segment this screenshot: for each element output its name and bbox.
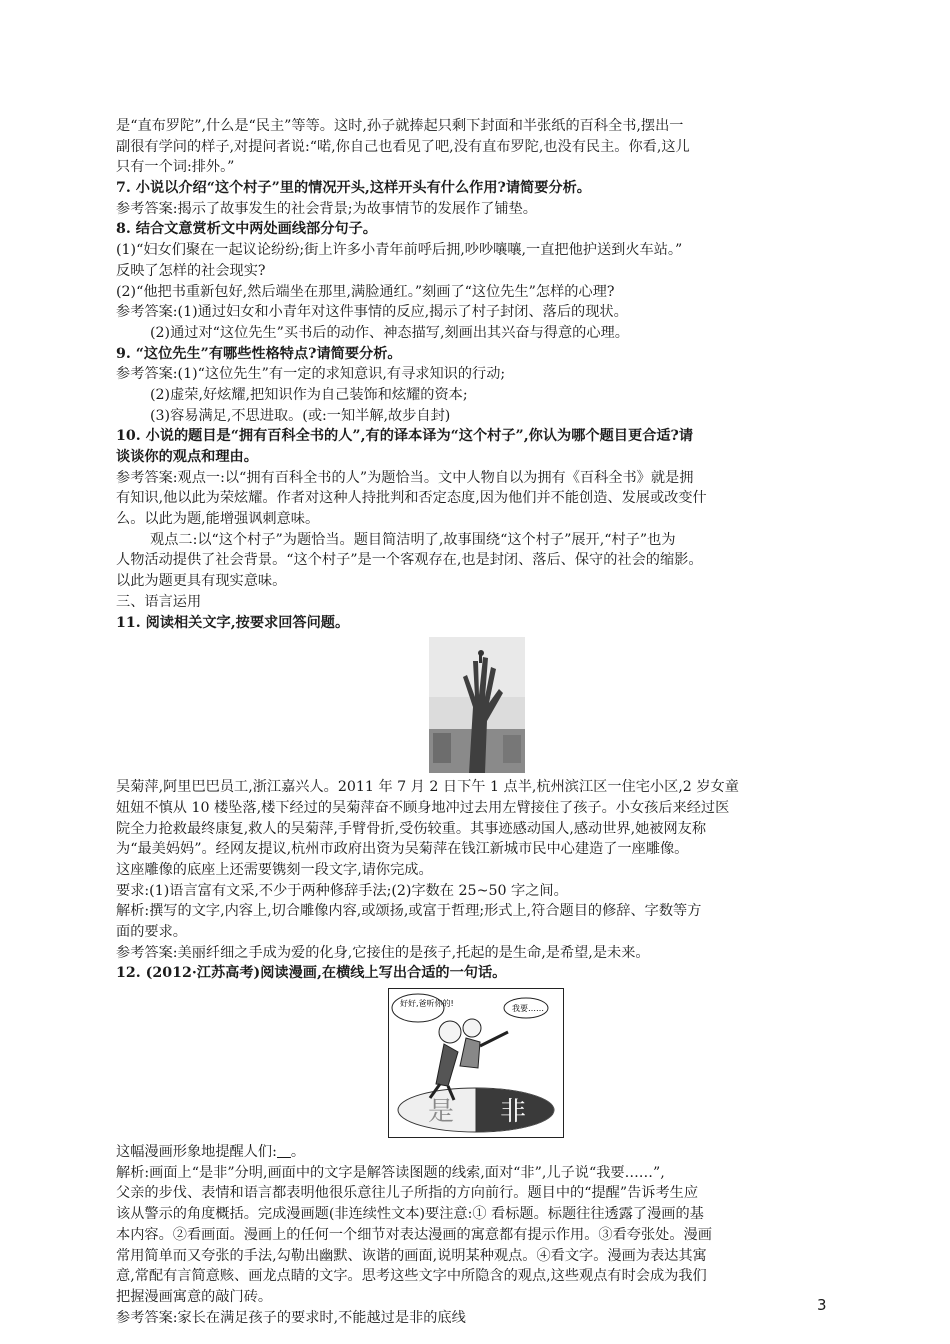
text-line: 参考答案:家长在满足孩子的要求时,不能越过是非的底线 xyxy=(116,1309,466,1326)
text-line: 妞妞不慎从 10 楼坠落,楼下经过的吴菊萍奋不顾身地冲过去用左臂接住了孩子。小女孩后来经过医 xyxy=(116,799,730,816)
text-line: 参考答案:观点一:以“拥有百科全书的人”为题恰当。文中人物自以为拥有《百科全书》就是拥 xyxy=(116,469,694,486)
text-line: 观点二:以“这个村子”为题恰当。题目简洁明了,故事围绕“这个村子”展开,“村子”也为 xyxy=(150,531,676,548)
hand-sculpture-image xyxy=(429,637,525,773)
sculpture-photo xyxy=(116,633,836,777)
text-line: 只有一个词:排外。” xyxy=(116,159,235,176)
text-line: 参考答案:美丽纤细之手成为爱的化身,它接住的是孩子,托起的是生命,是希望,是未来。 xyxy=(116,944,650,961)
text-line: 本内容。②看画面。漫画上的任何一个细节对表达漫画的寓意都有提示作用。③看夸张处。漫画 xyxy=(116,1226,712,1243)
son-speech: 我要…… xyxy=(512,1004,544,1014)
text-line: 父亲的步伐、表情和语言都表明他很乐意往儿子所指的方向前行。题目中的“提醒”告诉考生应 xyxy=(116,1185,699,1202)
text-line: 三、语言运用 xyxy=(116,593,202,610)
text-block-passage xyxy=(116,777,836,984)
text-line: 是“直布罗陀”,什么是“民主”等等。这时,孙子就捧起只剩下封面和半张纸的百科全书,摆出一 xyxy=(116,118,684,134)
text-line: 以此为题更具有现实意味。 xyxy=(116,573,287,590)
text-line: 解析:撰写的文字,内容上,切合雕像内容,或颂扬,或富于哲理;形式上,符合题目的修辞、字数等方 xyxy=(116,903,702,920)
father-speech: 好好,爸听你的! xyxy=(400,999,454,1009)
text-line: (1)“妇女们聚在一起议论纷纷;街上许多小青年前呼后拥,吵吵嚷嚷,一直把他护送到火车站。” xyxy=(116,242,683,259)
text-line: 反映了怎样的社会现实? xyxy=(116,262,266,279)
text-line: 人物活动提供了社会背景。“这个村子”是一个客观存在,也是封闭、落后、保守的社会的缩影。 xyxy=(116,552,703,569)
text-line: 么。以此为题,能增强讽刺意味。 xyxy=(116,511,320,528)
text-line: 解析:画面上“是非”分明,画面中的文字是解答读图题的线索,面对“非”,儿子说“我要……”, xyxy=(116,1164,665,1181)
text-line: 该从警示的角度概括。完成漫画题(非连续性文本)要注意:① 看标题。标题往往透露了漫画的基 xyxy=(116,1206,704,1223)
prompt-end: 。 xyxy=(290,1144,306,1161)
text-line: 有知识,他以此为荣炫耀。作者对这种人持批判和否定态度,因为他们并不能创造、发展或改变什 xyxy=(116,490,707,507)
shi-label: 是 xyxy=(428,1097,455,1128)
text-line: 面的要求。 xyxy=(116,924,187,940)
cartoon-prompt xyxy=(116,1142,836,1163)
text-line: 10. 小说的题目是“拥有百科全书的人”,有的译本译为“这个村子”,你认为哪个题目更合适?请 xyxy=(116,428,694,445)
text-line: 要求:(1)语言富有文采,不少于两种修辞手法;(2)字数在 25~50 字之间。 xyxy=(116,882,568,899)
shi-fei-cartoon xyxy=(388,988,564,1138)
text-line: (2)通过对“这位先生”买书后的动作、神态描写,刻画出其兴奋与得意的心理。 xyxy=(150,324,629,341)
text-line: 谈谈你的观点和理由。 xyxy=(116,449,258,465)
prompt-text: 这幅漫画形象地提醒人们: xyxy=(116,1144,277,1161)
text-line: 副很有学问的样子,对提问者说:“喏,你自己也看见了吧,没有直布罗陀,也没有民主。你看,这儿 xyxy=(116,138,690,155)
text-line: 吴菊萍,阿里巴巴员工,浙江嘉兴人。2011 年 7 月 2 日下午 1 点半,杭州滨江区一住宅小区,2 岁女童 xyxy=(116,779,739,796)
text-line: 为“最美妈妈”。经网友提议,杭州市政府出资为吴菊萍在钱江新城市民中心建造了一座雕像。 xyxy=(116,841,689,858)
text-line: 9. “这位先生”有哪些性格特点?请简要分析。 xyxy=(116,345,402,362)
cartoon-image xyxy=(116,984,836,1142)
text-line: (2)“他把书重新包好,然后端坐在那里,满脸通红。”刻画了“这位先生”怎样的心理? xyxy=(116,283,615,300)
text-line: 7. 小说以介绍“这个村子”里的情况开头,这样开头有什么作用?请简要分析。 xyxy=(116,180,591,197)
document-body xyxy=(116,116,836,1328)
text-line: 意,常配有言简意赅、画龙点睛的文字。思考这些文字中所隐含的观点,这些观点有时会成为我们 xyxy=(116,1268,707,1285)
text-line: 院全力抢救最终康复,救人的吴菊萍,手臂骨折,受伤较重。其事迹感动国人,感动世界,她被网友称 xyxy=(116,820,707,837)
text-line: (2)虚荣,好炫耀,把知识作为自己装饰和炫耀的资本; xyxy=(150,386,468,403)
text-line: 常用简单而又夸张的手法,勾勒出幽默、诙谐的画面,说明某种观点。④看文字。漫画为表达其寓 xyxy=(116,1247,707,1264)
text-line: 8. 结合文意赏析文中两处画线部分句子。 xyxy=(116,221,377,238)
page-number: 3 xyxy=(817,1296,827,1314)
text-line: 这座雕像的底座上还需要镌刻一段文字,请你完成。 xyxy=(116,861,433,878)
text-block-questions xyxy=(116,116,836,633)
text-line: 参考答案:(1)“这位先生”有一定的求知意识,有寻求知识的行动; xyxy=(116,366,506,383)
text-line: 11. 阅读相关文字,按要求回答问题。 xyxy=(116,614,350,631)
text-line: 把握漫画寓意的敲门砖。 xyxy=(116,1288,273,1305)
text-line: 参考答案:(1)通过妇女和小青年对这件事情的反应,揭示了村子封闭、落后的现状。 xyxy=(116,304,628,321)
text-line: 12. (2012·江苏高考)阅读漫画,在横线上写出合适的一句话。 xyxy=(116,965,507,982)
text-block-analysis xyxy=(116,1163,836,1329)
text-line: (3)容易满足,不思进取。(或:一知半解,故步自封) xyxy=(150,407,451,424)
text-line: 参考答案:揭示了故事发生的社会背景;为故事情节的发展作了铺垫。 xyxy=(116,200,537,217)
fei-label: 非 xyxy=(500,1097,527,1128)
answer-blank xyxy=(277,1144,291,1158)
